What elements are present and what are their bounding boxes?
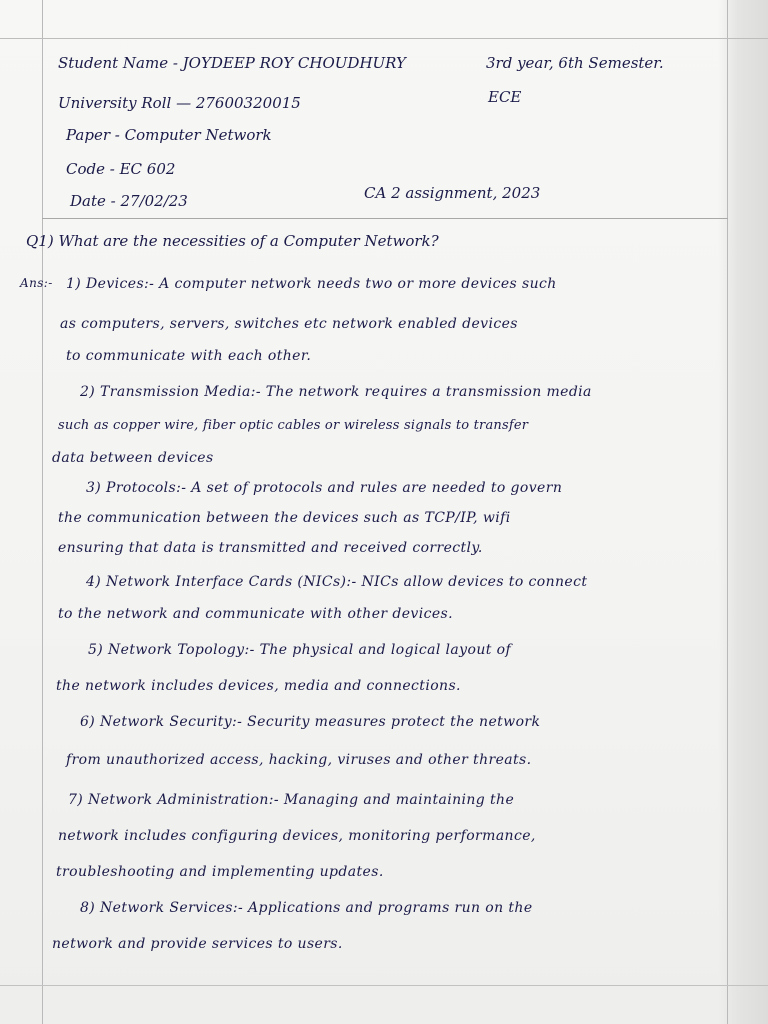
answer-line: 5) Network Topology:- The physical and logical layout of xyxy=(88,642,512,658)
answer-line: such as copper wire, fiber optic cables or wireless signals to transfer xyxy=(58,418,529,433)
answer-line: the communication between the devices such as TCP/IP, wifi xyxy=(58,510,511,526)
answer-line: 3) Protocols:- A set of protocols and rules are needed to govern xyxy=(86,480,563,496)
answer-line: network and provide services to users. xyxy=(52,936,343,952)
answer-line: from unauthorized access, hacking, viruses and other threats. xyxy=(66,752,532,768)
answer-line: 7) Network Administration:- Managing and maintaining the xyxy=(68,792,515,808)
department: ECE xyxy=(488,88,522,106)
student-name: Student Name - JOYDEEP ROY CHOUDHURY xyxy=(58,54,406,72)
page-edge-shadow xyxy=(718,0,768,1024)
answer-line: 8) Network Services:- Applications and programs run on the xyxy=(80,900,533,916)
top-margin-line xyxy=(0,38,768,39)
left-margin-line xyxy=(42,0,43,1024)
answer-line: to communicate with each other. xyxy=(66,348,312,364)
answer-line: 2) Transmission Media:- The network requires a transmission media xyxy=(80,384,592,400)
paper-title: Paper - Computer Network xyxy=(66,126,272,144)
bottom-margin-line xyxy=(0,985,768,986)
answer-line: 6) Network Security:- Security measures protect the network xyxy=(80,714,541,730)
answer-line: data between devices xyxy=(52,450,214,466)
year-semester: 3rd year, 6th Semester. xyxy=(486,54,664,72)
answer-label: Ans:- xyxy=(20,276,53,290)
answer-line: 4) Network Interface Cards (NICs):- NICs allow devices to connect xyxy=(86,574,588,590)
answer-line: 1) Devices:- A computer network needs two or more devices such xyxy=(66,276,557,292)
answer-line: as computers, servers, switches etc network enabled devices xyxy=(60,316,518,332)
answer-line: the network includes devices, media and connections. xyxy=(56,678,461,694)
university-roll: University Roll — 27600320015 xyxy=(58,94,301,112)
paper-code: Code - EC 602 xyxy=(66,160,176,178)
date: Date - 27/02/23 xyxy=(70,192,188,210)
header-divider-line xyxy=(42,218,728,219)
answer-line: to the network and communicate with other devices. xyxy=(58,606,453,622)
answer-line: network includes configuring devices, monitoring performance, xyxy=(58,828,536,844)
question-text: Q1) What are the necessities of a Computer Network? xyxy=(26,232,439,250)
right-margin-line xyxy=(727,0,728,1024)
assignment-title: CA 2 assignment, 2023 xyxy=(364,184,541,202)
answer-line: ensuring that data is transmitted and received correctly. xyxy=(58,540,483,556)
answer-line: troubleshooting and implementing updates. xyxy=(56,864,384,880)
